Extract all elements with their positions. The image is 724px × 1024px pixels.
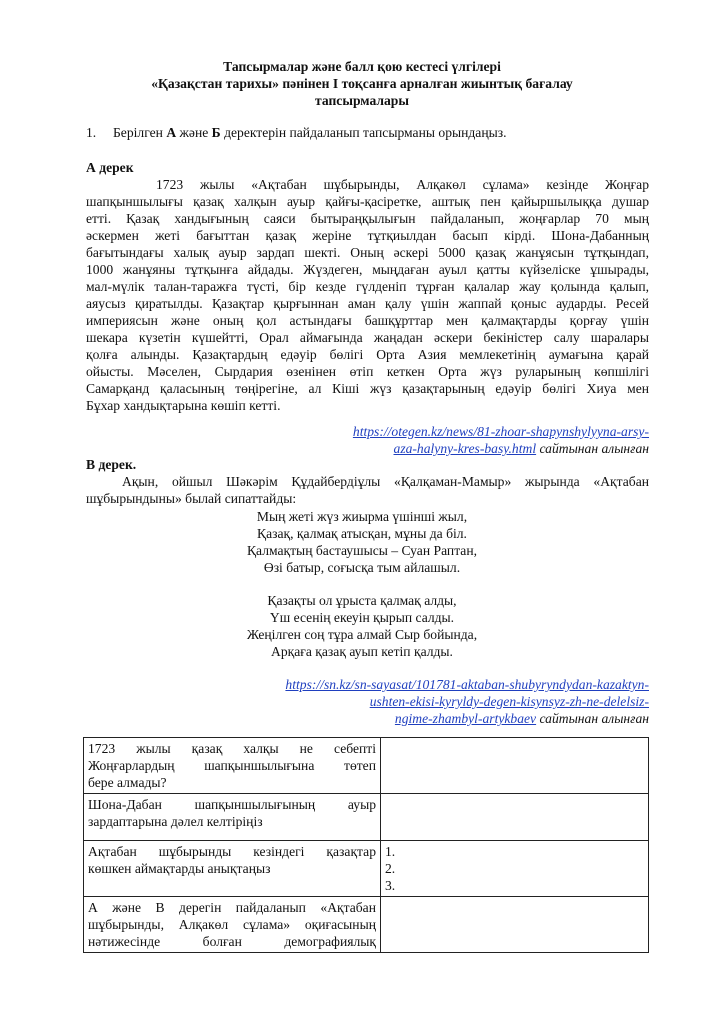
source-a-line: шекара күзетін күшейтті, Орал аймағында жаңадан әскери бекіністер салу шаралары <box>86 330 649 345</box>
answer-number: 2. <box>385 861 396 876</box>
answer-cell[interactable] <box>381 841 649 897</box>
source-a-line: аяусыз қиратылды. Қазақтар қырғыннан аман қалу үшін жаппай қоныс аударды. Ресей <box>86 296 649 311</box>
task-instruction <box>86 124 507 141</box>
source-a-citation <box>353 423 649 457</box>
source-a-line: бағытындағы халық ауыр зардап шекті. Оның әскері 5000 қазақ жанұясын тұтқындап, <box>86 245 649 260</box>
source-a-heading: А дерек <box>86 160 134 175</box>
question-line: көшкен аймақтарды анықтаңыз <box>88 861 271 876</box>
source-b-heading: В дерек. <box>86 457 137 472</box>
source-a-line: империясын және оның қол астындағы башқұрттар мен қалмақтарды қорғау үшін <box>86 313 649 328</box>
source-b-link[interactable]: ngime-zhambyl-artykbaev <box>394 711 537 726</box>
title-line-1: Тапсырмалар және балл қою кестесі үлгілері <box>223 59 501 74</box>
question-line: шұбырынды, Алқакөл сұлама» оқиғасының <box>88 917 376 932</box>
poem-line: Қазақты ол ұрыста қалмақ алды, <box>267 593 457 608</box>
question-line: бере алмады? <box>88 775 167 790</box>
title-line-3: тапсырмалары <box>315 93 409 108</box>
source-b-link[interactable]: ushten-ekisi-kyryldy-degen-kisynsyz-zh-ne-delelsiz- <box>369 694 649 709</box>
source-b-citation <box>285 676 649 727</box>
table-row <box>84 738 649 794</box>
source-a-line: қолға алынды. Қазақтардың едәуір бөлігі Орта Азия мемлекетінің аумағына қарай <box>86 347 649 362</box>
table-row <box>84 897 649 953</box>
poem-line: Арқаға қазақ ауып кетіп қалды. <box>271 644 453 659</box>
source-a-line: ойысты. Мәселен, Сырдария өзенінен өтіп кеткен Орта жүз руларының көпшілігі <box>86 364 649 379</box>
poem-line: Қазақ, қалмақ атысқан, мұны да біл. <box>257 526 467 541</box>
table-row <box>84 841 649 897</box>
source-a-line: әскермен жеті бағыттан қазақ жеріне тұтқиылдан басып кірді. Шона-Дабанның <box>86 228 649 243</box>
task-text-and: және <box>176 125 212 140</box>
title-line-2: «Қазақстан тарихы» пәнінен І тоқсанға арналған жиынтық бағалау <box>151 76 573 91</box>
question-cell <box>84 841 381 897</box>
answer-cell[interactable] <box>381 738 649 794</box>
question-cell <box>84 897 381 953</box>
answer-number: 3. <box>385 878 396 893</box>
poem-line: Жеңілген соң тұра алмай Сыр бойында, <box>246 627 478 642</box>
task-text-before: Берілген <box>113 125 167 140</box>
question-line: Ақтабан шұбырынды кезіндегі қазақтар <box>88 844 376 859</box>
document-title <box>0 58 724 109</box>
poem-stanza-1 <box>0 508 724 576</box>
source-b-intro-line: шұбырындыны» былай сипаттайды: <box>86 491 297 506</box>
answer-cell[interactable] <box>381 897 649 953</box>
poem-line: Мың жеті жүз жиырма үшінші жыл, <box>256 509 468 524</box>
source-a-line: 1000 жанұяны тұтқынға айдады. Жүздеген, мыңдаған ауыл қатты күйзеліске ұшырады, <box>86 262 649 277</box>
source-a-line: шапқыншылығы қазақ халқын ауыр қайғы-қасіретке, аштық пен қайыршылыққа душар <box>86 194 649 209</box>
source-a-line: етті. Қазақ хандығының саяси бытыраңқылығын пайдаланып, жоңғарлар 70 мың <box>86 211 649 226</box>
task-number: 1. <box>86 125 97 140</box>
answer-cell[interactable] <box>381 794 649 841</box>
answer-table <box>83 737 649 953</box>
poem-line: Өзі батыр, соғысқа тым айлашыл. <box>263 560 461 575</box>
source-b-link[interactable]: https://sn.kz/sn-sayasat/101781-aktaban-shubyryndydan-kazaktyn- <box>285 677 649 692</box>
question-cell <box>84 794 381 841</box>
source-a-link[interactable]: aza-halyny-kres-basy.html <box>393 441 537 456</box>
source-a-line: 1723 жылы «Ақтабан шұбырынды, Алқакөл сұлама» кезінде Жоңғар <box>156 177 649 192</box>
source-a-paragraph <box>86 176 649 414</box>
task-label-a: А <box>166 125 177 140</box>
source-b-intro-line: Ақын, ойшыл Шәкәрім Құдайбердіұлы «Қалқаман-Мамыр» жырында «Ақтабан <box>122 474 649 489</box>
table-row <box>84 794 649 841</box>
poem-line: Қалмақтың бастаушысы – Суан Раптан, <box>246 543 478 558</box>
question-line: Жоңғарлардың шапқыншылығына төтеп <box>88 758 376 773</box>
source-a-link[interactable]: https://otegen.kz/news/81-zhoar-shapynshylyyna-arsy- <box>352 424 649 439</box>
question-line: 1723 жылы қазақ халқы не себепті <box>88 741 376 756</box>
task-text-after: деректерін пайдаланып тапсырманы орындаңыз. <box>220 125 507 140</box>
question-line: зардаптарына дәлел келтіріңіз <box>88 814 263 829</box>
poem-stanza-2 <box>0 592 724 660</box>
source-a-line: Бұхар хандықтарына көшіп кетті. <box>86 398 281 413</box>
source-b-link-tail: сайтынан алынған <box>536 711 649 726</box>
poem-line: Үш есенің екеуін қырып салды. <box>269 610 455 625</box>
question-line: А және В дерегін пайдаланып «Ақтабан <box>88 900 376 915</box>
source-a-line: Самарқанд қаласының төңірегіне, ал Кіші жүз қазақтарының едәуір бөлігі Хиуа мен <box>86 381 649 396</box>
source-a-link-tail: сайтынан алынған <box>536 441 649 456</box>
question-line: нәтижесінде болған демографиялық <box>88 934 376 949</box>
source-b-intro <box>86 473 649 507</box>
source-a-line: мал-мүлік талан-таражға түсті, бір кезде гүлденіп тұрған қалалар жау қолында қалып, <box>86 279 649 294</box>
task-label-b: Б <box>211 125 221 140</box>
question-cell <box>84 738 381 794</box>
question-line: Шона-Дабан шапқыншылығының ауыр <box>88 797 376 812</box>
answer-number: 1. <box>385 844 396 859</box>
